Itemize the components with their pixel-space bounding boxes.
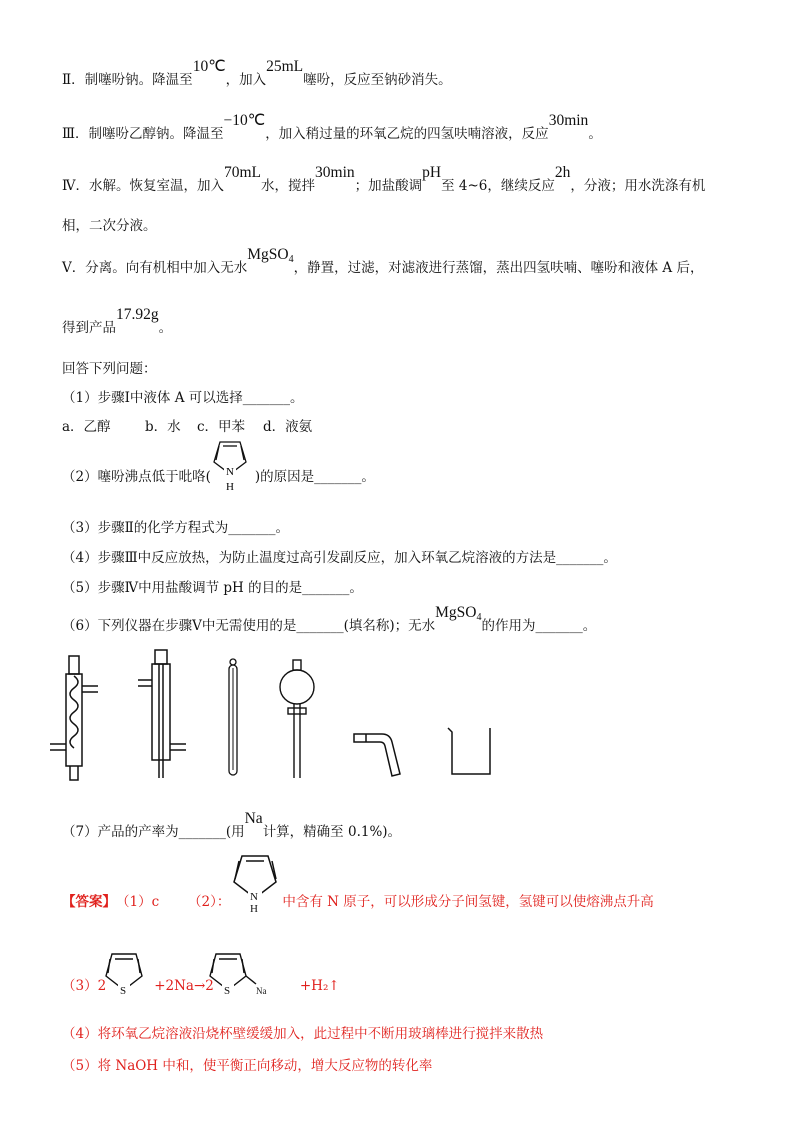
answer-tag: 【答案】 xyxy=(62,894,116,910)
step-5-mass: 17.92g xyxy=(116,306,159,323)
step-2-post: 噻吩，反应至钠砂消失。 xyxy=(303,72,452,88)
thiophene-s: S xyxy=(120,985,127,997)
question-6-reagent-text: MgSO xyxy=(435,604,477,621)
step-5-pre: Ⅴ．分离。向有机相中加入无水 xyxy=(62,260,248,276)
step-2 xyxy=(62,58,452,89)
question-7-pre: （7）产品的产率为_______(用 xyxy=(62,824,245,840)
question-6-pre: （6）下列仪器在步骤Ⅴ中无需使用的是_______(填名称)；无水 xyxy=(62,618,436,634)
beaker-icon xyxy=(446,726,494,776)
thiophene-sodium-s: S xyxy=(224,985,231,997)
pyrrole-n: N xyxy=(226,466,234,478)
question-7-post: 计算，精确至 0.1%)。 xyxy=(262,824,402,840)
answer-pyrrole-structure-icon xyxy=(226,852,286,916)
answer-2-pre: （2）： xyxy=(188,894,231,910)
step-4-vol: 70mL xyxy=(224,164,262,181)
step-5-line2 xyxy=(62,306,173,337)
option-a: a．乙醇 xyxy=(62,419,111,435)
thiophene-sodium-structure-icon xyxy=(204,950,282,1000)
step-3 xyxy=(62,112,602,143)
pyrrole-structure-icon xyxy=(208,438,252,494)
step-2-vol: 25mL xyxy=(266,58,304,75)
option-c: c．甲苯 xyxy=(197,419,246,435)
step-2-temp: 10℃ xyxy=(192,58,226,75)
step-2-pre: Ⅱ．制噻吩钠。降温至 xyxy=(62,72,193,88)
spherical-condenser-icon xyxy=(50,656,110,786)
step-5-line2-post: 。 xyxy=(158,320,173,336)
answer-line-1 xyxy=(62,890,654,910)
answer-3-post: +H₂↑ xyxy=(299,978,340,994)
step-4-post: ，分液；用水洗涤有机 xyxy=(570,178,706,194)
step-4-time2: 2h xyxy=(554,164,571,181)
pyrrole-h: H xyxy=(226,481,234,493)
straight-condenser-icon xyxy=(138,650,198,782)
answer-pyrrole-n: N xyxy=(250,891,258,903)
step-4-mid2: ；加盐酸调 xyxy=(354,178,423,194)
step-3-pre: Ⅲ．制噻吩乙醇钠。降温至 xyxy=(62,126,224,142)
question-7-na: Na xyxy=(244,810,263,827)
option-d: d．液氨 xyxy=(263,419,313,435)
answer-1: （1）c xyxy=(116,894,160,910)
question-6-reagent-sub: 4 xyxy=(476,612,482,623)
question-4: （4）步骤Ⅲ中反应放热，为防止温度过高引发副反应，加入环氧乙烷溶液的方法是_______。 xyxy=(62,550,617,566)
question-6-post: 的作用为_______。 xyxy=(481,618,597,634)
step-3-temp: −10℃ xyxy=(223,112,266,129)
question-5: （5）步骤Ⅳ中用盐酸调节 pH 的目的是_______。 xyxy=(62,580,363,596)
thermometer-icon xyxy=(226,658,240,778)
question-1: （1）步骤Ⅰ中液体 A 可以选择_______。 xyxy=(62,390,304,406)
answer-2-post: 中含有 N 原子，可以形成分子间氢键，氢键可以使熔沸点升高 xyxy=(282,894,654,910)
step-3-time: 30min xyxy=(548,112,589,129)
answer-3-pre: （3）2 xyxy=(62,978,107,994)
question-2-pre: （2）噻吩沸点低于吡咯( xyxy=(62,469,211,485)
question-2-post: )的原因是_______。 xyxy=(254,469,375,485)
step-3-mid: ，加入稍过量的环氧乙烷的四氢呋喃溶液，反应 xyxy=(265,126,549,142)
answer-3-plus: +2Na→2 xyxy=(154,978,214,994)
thiophene-sodium-na: Na xyxy=(256,986,267,996)
step-4 xyxy=(62,164,706,195)
adapter-icon xyxy=(352,730,404,782)
answer-4: （4）将环氧乙烷溶液沿烧杯壁缓缓加入，此过程中不断用玻璃棒进行搅拌来散热 xyxy=(62,1026,544,1042)
answer-pyrrole-h: H xyxy=(250,903,258,915)
questions-intro: 回答下列问题： xyxy=(62,361,157,377)
question-3: （3）步骤Ⅱ的化学方程式为_______。 xyxy=(62,520,290,536)
step-2-mid: ，加入 xyxy=(225,72,267,88)
step-4-line2: 相，二次分液。 xyxy=(62,218,157,234)
question-7 xyxy=(62,810,402,841)
thiophene-structure-icon xyxy=(100,950,148,1000)
step-5-post: ，静置，过滤，对滤液进行蒸馏，蒸出四氢呋喃、噻吩和液体 A 后， xyxy=(293,260,704,276)
step-5 xyxy=(62,246,704,278)
separatory-funnel-icon xyxy=(278,660,318,780)
answer-5: （5）将 NaOH 中和，使平衡正向移动，增大反应物的转化率 xyxy=(62,1058,433,1074)
question-6 xyxy=(62,604,597,636)
step-4-mid3: 至 4~6，继续反应 xyxy=(441,178,555,194)
step-4-time1: 30min xyxy=(315,164,355,181)
step-5-reagent-sub: 4 xyxy=(288,254,294,265)
step-5-reagent-text: MgSO xyxy=(247,246,289,263)
step-4-mid1: 水，搅拌 xyxy=(261,178,316,194)
step-4-ph: pH xyxy=(422,164,442,181)
question-1-options xyxy=(62,415,312,435)
step-3-post: 。 xyxy=(588,126,602,142)
step-4-pre: Ⅳ．水解。恢复室温，加入 xyxy=(62,178,224,194)
option-b: b．水 xyxy=(145,419,181,435)
question-6-reagent xyxy=(435,604,481,621)
step-5-reagent xyxy=(247,246,293,263)
step-5-line2-pre: 得到产品 xyxy=(62,320,116,336)
